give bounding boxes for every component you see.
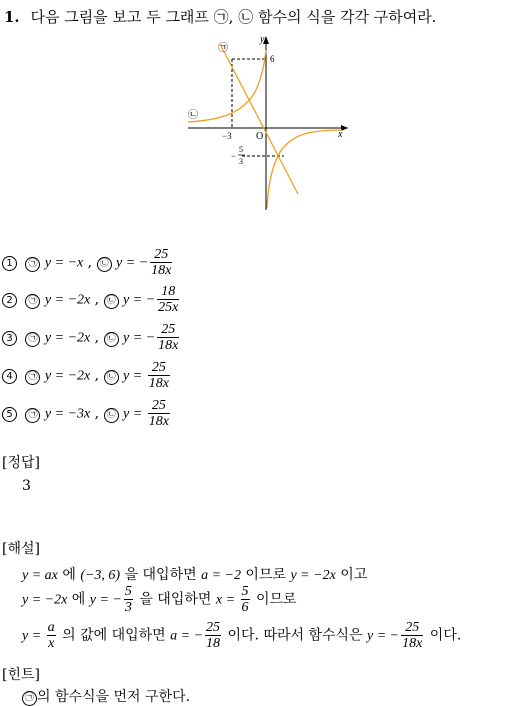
option-b-fraction [157, 322, 179, 353]
expr: y = −2x [290, 568, 336, 583]
tick-neg3: −3 [222, 131, 232, 141]
frac-num: 25 [151, 360, 166, 375]
text: 의 값에 대입하면 [57, 627, 171, 644]
option-badge: 5 [2, 407, 17, 422]
tick-6: 6 [270, 54, 275, 64]
hint-text: 의 함수식을 먼저 구한다. [37, 689, 191, 705]
explanation-line-2 [22, 584, 297, 615]
text: 이다. [425, 627, 462, 644]
expr: a = − [170, 628, 204, 644]
frac-den: 18x [151, 263, 172, 278]
expr: x = [215, 592, 239, 608]
circle-a-icon: ㉠ [25, 370, 40, 385]
x-axis-label: x [338, 129, 343, 140]
tick-frac-den: 3 [239, 157, 243, 166]
text: 이다. 따라서 함수식은 [223, 627, 368, 644]
frac-den: 18x [148, 414, 169, 429]
circle-a-icon: ㉠ [25, 332, 40, 347]
option-b-prefix: y = − [123, 292, 156, 308]
frac-den: 18 [206, 636, 221, 651]
frac-den: 6 [241, 600, 249, 615]
fraction [241, 584, 250, 615]
option-4[interactable]: 4 ㉠ y = −2x , ㉡ y = $\frac{25}{18x}$ [2, 360, 172, 391]
text: 이므로 [251, 591, 297, 608]
frac-den: 18x [148, 376, 169, 391]
frac-num: 5 [124, 584, 132, 599]
option-badge: 1 [2, 256, 17, 271]
function-graph [180, 30, 350, 215]
answer-value: 3 [22, 478, 31, 494]
expr: y = − [89, 592, 122, 608]
frac-den: 18x [158, 338, 179, 353]
expr: (−3, 6) [80, 568, 121, 583]
circle-b-icon: ㉡ [104, 294, 119, 309]
expr: a = −2 [201, 568, 241, 583]
frac-num: 25 [154, 247, 169, 262]
circle-a-icon: ㉠ [22, 691, 37, 706]
text: 에 [57, 567, 81, 583]
text: 을 대입하면 [134, 591, 216, 608]
frac-num: 18 [161, 284, 176, 299]
option-3[interactable]: 3 ㉠ y = −2x , ㉡ y = − $\frac{25}{18x}$ [2, 322, 181, 353]
option-a-formula: y = −2x [44, 368, 91, 384]
option-5[interactable]: 5 ㉠ y = −3x , ㉡ y = $\frac{25}{18x}$ [2, 398, 172, 429]
frac-den: 18x [402, 636, 423, 651]
explanation-line-1 [22, 564, 367, 584]
option-b-prefix: y = [123, 368, 146, 384]
label-b: ㉡ [188, 110, 198, 121]
tick-neg-minus: − [231, 151, 237, 161]
circle-b-icon: ㉡ [104, 332, 119, 347]
circle-a-icon: ㉠ [25, 408, 40, 423]
question-line [4, 6, 436, 27]
option-2[interactable]: 2 ㉠ y = −2x , ㉡ y = − $\frac{18}{25x}$ [2, 284, 181, 315]
hyperbola-branch-right [267, 130, 342, 208]
hint-label: [힌트] [2, 667, 40, 683]
option-b-fraction [148, 360, 170, 391]
frac-den: 25x [158, 300, 179, 315]
frac-den: x [48, 636, 55, 651]
label-a: ㉠ [218, 43, 228, 54]
frac-num: a [47, 620, 55, 635]
origin-label: O [256, 131, 264, 142]
option-a-formula: y = −2x [44, 292, 91, 308]
frac-num: 25 [161, 322, 176, 337]
expr: y = ax [22, 568, 58, 583]
question-text: 다음 그림을 보고 두 그래프 ㉠, ㉡ 함수의 식을 각각 구하여라. [30, 8, 437, 26]
explanation-line-3 [22, 620, 461, 651]
circle-a-icon: ㉠ [25, 294, 40, 309]
tick-frac-num: 5 [239, 145, 243, 154]
text: 이므로 [240, 567, 291, 583]
text: 에 [67, 591, 90, 608]
option-b-prefix: y = − [116, 255, 149, 271]
text: 을 대입하면 [120, 567, 202, 583]
frac-num: 25 [206, 620, 221, 635]
explanation-label: [해설] [2, 541, 40, 557]
option-b-prefix: y = [123, 406, 146, 422]
circle-b-icon: ㉡ [104, 408, 119, 423]
answer-label: [정답] [2, 455, 40, 471]
fraction [401, 620, 423, 651]
fraction [124, 584, 133, 615]
circle-b-icon: ㉡ [97, 257, 112, 272]
frac-num: 5 [241, 584, 249, 599]
option-b-fraction [148, 398, 170, 429]
expr: y = −2x [22, 592, 68, 608]
option-b-prefix: y = − [123, 330, 156, 346]
option-a-formula: y = −x [44, 255, 84, 271]
frac-den: 3 [124, 600, 132, 615]
frac-num: 25 [405, 620, 420, 635]
circle-b-icon: ㉡ [104, 370, 119, 385]
option-1[interactable]: 1 ㉠ y = −x , ㉡ y = − $\frac{25}{18x}$ [2, 247, 174, 278]
fraction [47, 620, 56, 651]
expr: y = [22, 628, 45, 644]
option-a-formula: y = −2x [44, 330, 91, 346]
hint-text-line [22, 686, 190, 706]
fraction [205, 620, 221, 651]
option-a-formula: y = −3x [44, 406, 91, 422]
option-badge: 4 [2, 369, 17, 384]
option-b-fraction [150, 247, 172, 278]
option-b-fraction [157, 284, 179, 315]
circle-a-icon: ㉠ [25, 257, 40, 272]
y-axis-label: y [260, 34, 265, 45]
option-badge: 3 [2, 331, 17, 346]
question-number: 1. [4, 8, 20, 26]
option-badge: 2 [2, 293, 17, 308]
expr: y = − [367, 628, 400, 644]
text: 이고 [335, 567, 368, 583]
frac-num: 25 [151, 398, 166, 413]
